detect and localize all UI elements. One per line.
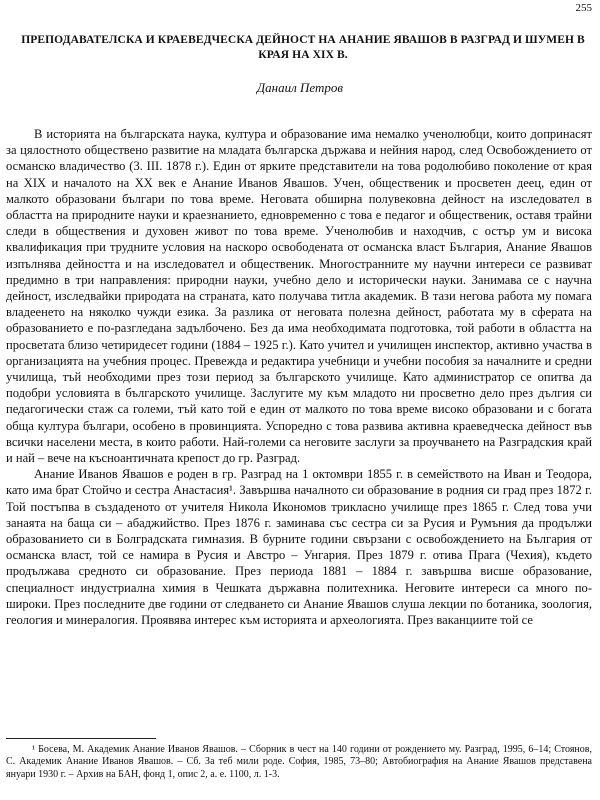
footnote <box>6 744 592 781</box>
footnote-divider <box>6 738 156 739</box>
article-title: ПРЕПОДАВАТЕЛСКА И КРАЕВЕДЧЕСКА ДЕЙНОСТ НА АНАНИЕ ЯВАШОВ В РАЗГРАД И ШУМЕН В КРАЯ НА XIX В. <box>21 34 585 61</box>
article-body <box>6 126 592 628</box>
paragraph-2: Анание Иванов Явашов е роден в гр. Разград на 1 октомври 1855 г. в семейството на Иван и Теодора, като има брат Стойчо и сестра Анастасия¹. Завършва началното си образование в родния си град през 1872 г. Той постъпва в създаденото от учителя Никола Икономов трикласно училище през 1865 г. След това учи занаята на баща си – абаджийство. През 1876 г. заминава със сестра си за Русия и Румъния да продължи образованието си в Болградската гимназия. В бурните години свързани с освобождението на България от османска власт, той се намира в Русия и Австро – Унгария. През 1879 г. отива Прага (Чехия), където продължава средното си образование. През периода 1881 – 1884 г. завършва висше образование, специалност индустриална химия в Чешката държавна политехника. Неговите интереси са много по-широки. През последните две години от следването си Анание Явашов слуша лекции по ботаника, зоология, геология и минералогия. Проявява интерес към историята и археологията. През ваканциите той се <box>6 467 592 628</box>
paragraph-1: В историята на българската наука, култура и образование има немалко ученолюбци, които допринасят за цялостното обществено развитие на младата българска държава и нейния народ, след Освобождението от османско владичество (3. III. 1878 г.). Един от ярките представители на това родолюбиво поколение от края на XIX и началото на XX век е Анание Иванов Явашов. Учен, общественик и просветен деец, един от малкото образовани българи по това време. Неговата обширна полувековна дейност на изследовател в областта на природните науки и краезнанието, едновременно с това е педагог и общественик, оставя трайни следи в обществения и духовен живот по това време. Ученолюбив и находчив, с остър ум и висока квалификация при трудните условия на наскоро освободената от османска власт България, Анание Явашов изпълнява дейността и на изследовател и общественик. Многостранните му научни интереси се развиват предимно в три направления: природни науки, учебно дело и исторически науки. Занимава се с научна дейност, изследвайки природата на страната, като получава титла академик. В тази негова работа му помага владеенето на няколко чужди езика. За разлика от неговата полезна дейност, работата му в сферата на образованието е по-разгледана задълбочено. Без да има необходимата подготовка, той работи в областта на просветата близо четиридесет години (1884 – 1925 г.). Като учител и училищен инспектор, активно участва в организацията на учебния процес. Превежда и редактира учебници и учебни пособия за началните и средни училища, тъй необходими през този период за българското училище. Като администратор се опитва да подобри условията в българското училище. Заслугите му към младото ни просветно дело през дългия си педагогически стаж са големи, тъй като той е един от малкото по това време високо образовани и с богата обща култура българи, особено в провинцията. Успоредно с това развива активна краеведческа дейност във всички населени места, в които работи. Най-големи са неговите заслуги за проучването на Разградския край и най – вече на късноантичната крепост до гр. Разград. <box>6 127 592 466</box>
author-name: Данаил Петров <box>256 80 344 95</box>
page-number: 255 <box>575 2 592 14</box>
footnote-text: ¹ Босева, М. Академик Анание Иванов Явашов. – Сборник в чест на 140 години от рождението му. Разград, 1995, 6–14; Стоянов, С. Академик Анание Иванов Явашов. – Сб. За теб мили роде. София, 1985, 73–80; Автобиография на Анание Явашов представена януари 1930 г. – Архив на БАН, фонд 1, опис 2, а. е. 1100, л. 1-3. <box>6 744 592 780</box>
